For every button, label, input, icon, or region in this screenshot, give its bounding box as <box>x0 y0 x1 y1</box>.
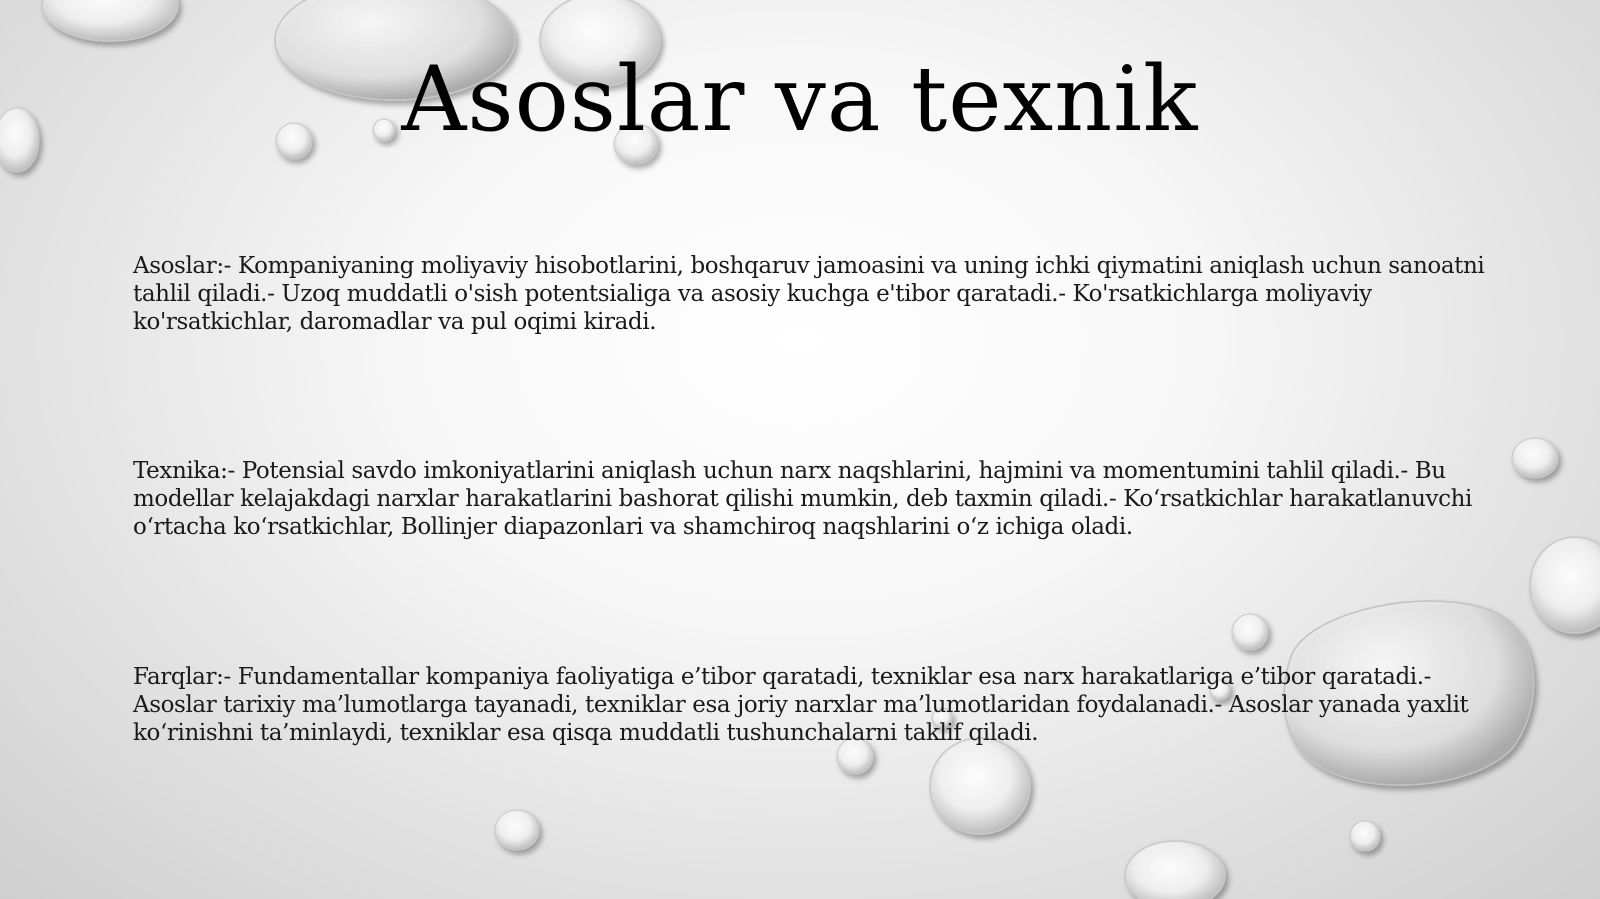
paragraph-farqlar: Farqlar:- Fundamentallar kompaniya faoliyatiga e’tibor qaratadi, texniklar esa narx harakatlariga e’tibor qaratadi.- Asoslar tarixiy ma’lumotlarga tayanadi, texniklar esa joriy narxlar ma’lumotlaridan foydalanadi.- Asoslar yanada yaxlit ko‘rinishni ta’minlaydi, texniklar esa qisqa muddatli tushunchalarni taklif qiladi. <box>133 664 1469 746</box>
paragraph-asoslar: Asoslar:- Kompaniyaning moliyaviy hisobotlarini, boshqaruv jamoasini va uning ichki qiymatini aniqlash uchun sanoatni tahlil qiladi.- Uzoq muddatli o'sish potentsialiga va asosiy kuchga e'tibor qaratadi.- Ko'rsatkichlarga moliyaviy ko'rsatkichlar, daromadlar va pul oqimi kiradi. <box>133 253 1485 335</box>
paragraph-texnika: Texnika:- Potensial savdo imkoniyatlarini aniqlash uchun narx naqshlarini, hajmini va momentumini tahlil qiladi.- Bu modellar kelajakdagi narxlar harakatlarini bashorat qilishi mumkin, deb taxmin qiladi.- Ko‘rsatkichlar harakatlanuvchi o‘rtacha ko‘rsatkichlar, Bollinjer diapazonlari va shamchiroq naqshlarini o‘z ichiga oladi. <box>133 458 1472 540</box>
slide-title: Asoslar va texnik <box>401 47 1199 152</box>
